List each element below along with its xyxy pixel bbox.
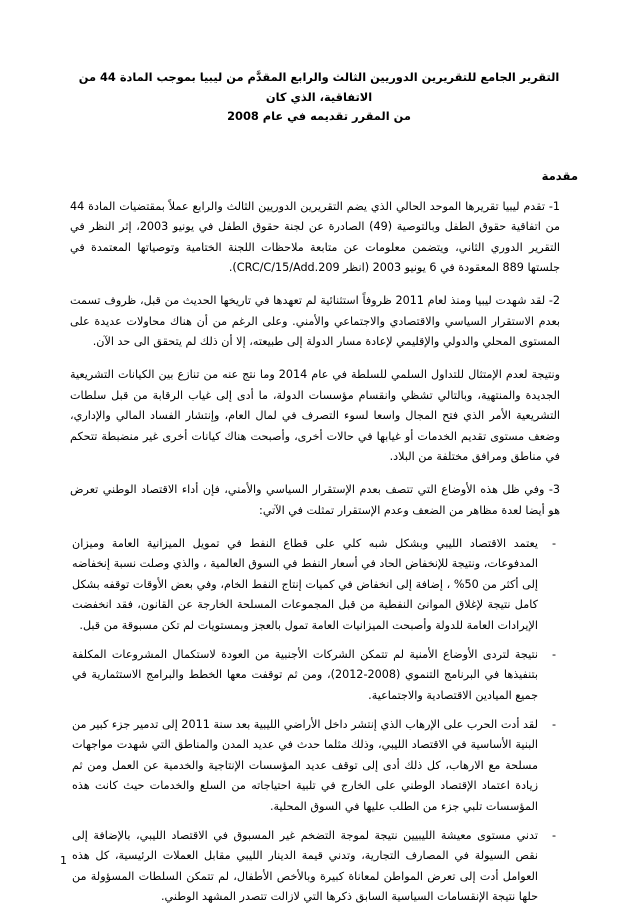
page-title-line-2: من المقرر تقديمه في عام 2008 xyxy=(227,109,411,124)
weakness-indicators-list xyxy=(60,534,578,907)
paragraph-1: 1- تقدم ليبيا تقريرها الموحد الحالي الذي يضم التقريرين الدوريين الثالث والرابع عملاً بمقتضيات المادة 44 من اتفاقية حقوق الطفل وبالتوصية (49) الصادرة عن لجنة حقوق الطفل في يونيو 2003، إثر النظر في التقرير الدوري الثاني، ويتضمن معلومات عن متابعة ملاحظات اللجنة الختامية وتوصياتها المعتمدة في جلستها 889 المعقودة في 6 يونيو 2003 (انظر CRC/C/15/Add.209). xyxy=(70,199,560,274)
bullet-marker-icon: - xyxy=(551,647,556,661)
list-item xyxy=(60,534,578,636)
section-heading-introduction: مقدمة xyxy=(541,168,578,183)
list-item xyxy=(60,715,578,817)
list-item-text: نتيجة لتردى الأوضاع الأمنية لم تتمكن الشركات الأجنبية من العودة لاستكمال المشروعات المكلفة بتنفيذها في البرنامج التنموي (2008-2012)، ومن ثم توقفت معها الخطط والبرامج الاستثمارية في جميع الميادين الاقتصادية والاجتماعية. xyxy=(72,647,538,702)
page-title-line-1: التقرير الجامع للتقريرين الدوريين الثالث والرابع المقدَّم من ليبيا بموجب المادة 44 من الاتفاقية، الذي كان xyxy=(78,70,560,104)
list-item xyxy=(60,826,578,907)
page-title xyxy=(69,68,569,127)
page-number: 1 xyxy=(60,854,67,867)
paragraph-3: ونتيجة لعدم الإمتثال للتداول السلمي للسلطة في عام 2014 وما نتج عنه من تنازع بين الكيانات التشريعية الجديدة والمنتهية، وبالتالي تشظي وانقسام مؤسسات الدولة، ما أدى إلى غياب الرقابة من قبل سلطات التشريعية الأمر الذي فتح المجال واسعا لسوء التصرف في لمال العام، وإنتشار الفساد المالي والإداري، وضعف مستوى تقديم الخدمات أو غيابها في حالات أخرى، وأصبحت هناك كيانات أخرى غير منضبطة تتحكم في مناطق ومرافق مختلفة من البلاد. xyxy=(70,368,560,463)
bullet-marker-icon: - xyxy=(551,828,556,842)
list-item-text: لقد أدت الحرب على الإرهاب الذي إنتشر داخل الأراضي الليبية بعد سنة 2011 إلى تدمير جزء كبير من البنية الأساسية في الاقتصاد الليبي، وذلك مثلما حدث في عديد المدن والمناطق التي شهدت مواجهات مسلحة مع الارهاب، كل ذلك أدى إلى توقف عديد المؤسسات الإنتاجية والخدمية عن العمل ومن ثم زيادة اعتماد الإقتصاد الوطني على الخارج في تلبية احتياجاته من السلع والخدمات حيث كانت هذه المؤسسات تلبي جزء من الطلب عليها في السوق المحلية. xyxy=(72,718,539,813)
bullet-marker-icon: - xyxy=(551,537,556,551)
list-item-text: يعتمد الاقتصاد الليبي وبشكل شبه كلي على قطاع النفط في تمويل الميزانية العامة وميزان المدفوعات، ونتيجة للإنخفاض الحاد في أسعار النفط في السوق العالمية ، والذي وصلت نسبة إنخفاضه إلى أكثر من 50% ، إضافة إلى انخفاض في كميات إنتاج النفط الخام، وفي بعض الأوقات توقفه بشكل كامل نتيجة لإغلاق الموانئ النفطية من قبل المجموعات المسلحة الخارجة عن القانون، فقد انخفضت الإيرادات العامة للدولة وأصبحت الميزانيات العامة تمول بالعجز وبمستويات لم تكن مسبوقة من قبل. xyxy=(72,537,538,632)
list-item-text: تدني مستوى معيشة الليبيين نتيجة لموجة التضخم غير المسبوق في الاقتصاد الليبي، بالإضافة إلى نقص السيولة في المصارف التجارية، وتدني قيمة الدينار الليبي مقابل العملات الرئيسية، كل هذه العوامل أدت إلى تعرض المواطن لمعاناة كبيرة وبالأخص الأطفال، لم تتمكن السلطات المسؤولة من حلها نتيجة الإنقسامات السياسية السابق ذكرها التي لازالت تتصدر المشهد الوطني. xyxy=(72,828,538,904)
bullet-marker-icon: - xyxy=(551,718,556,732)
paragraph-4: 3- وفي ظل هذه الأوضاع التي تتصف بعدم الإستقرار السياسي والأمني، فإن أداء الاقتصاد الوطني تعرض هو أيضا لعدة مظاهر من الضعف وعدم الإستقرار تمثلت في الآتي: xyxy=(70,483,560,517)
paragraph-2: 2- لقد شهدت ليبيا ومنذ لعام 2011 ظروفاً استثنائية لم تعهدها في تاريخها الحديث من قبل، ظروف تسمت بعدم الاستقرار السياسي والاقتصادي والاجتماعي والأمني. وعلى الرغم من أن هناك محاولات عديدة على المستوى المحلي والدولي والإقليمي لإعادة مسار الدولة إلى طبيعته، إلا أن ذلك لم يتحقق الى حد الآن. xyxy=(70,294,560,349)
list-item xyxy=(60,645,578,706)
